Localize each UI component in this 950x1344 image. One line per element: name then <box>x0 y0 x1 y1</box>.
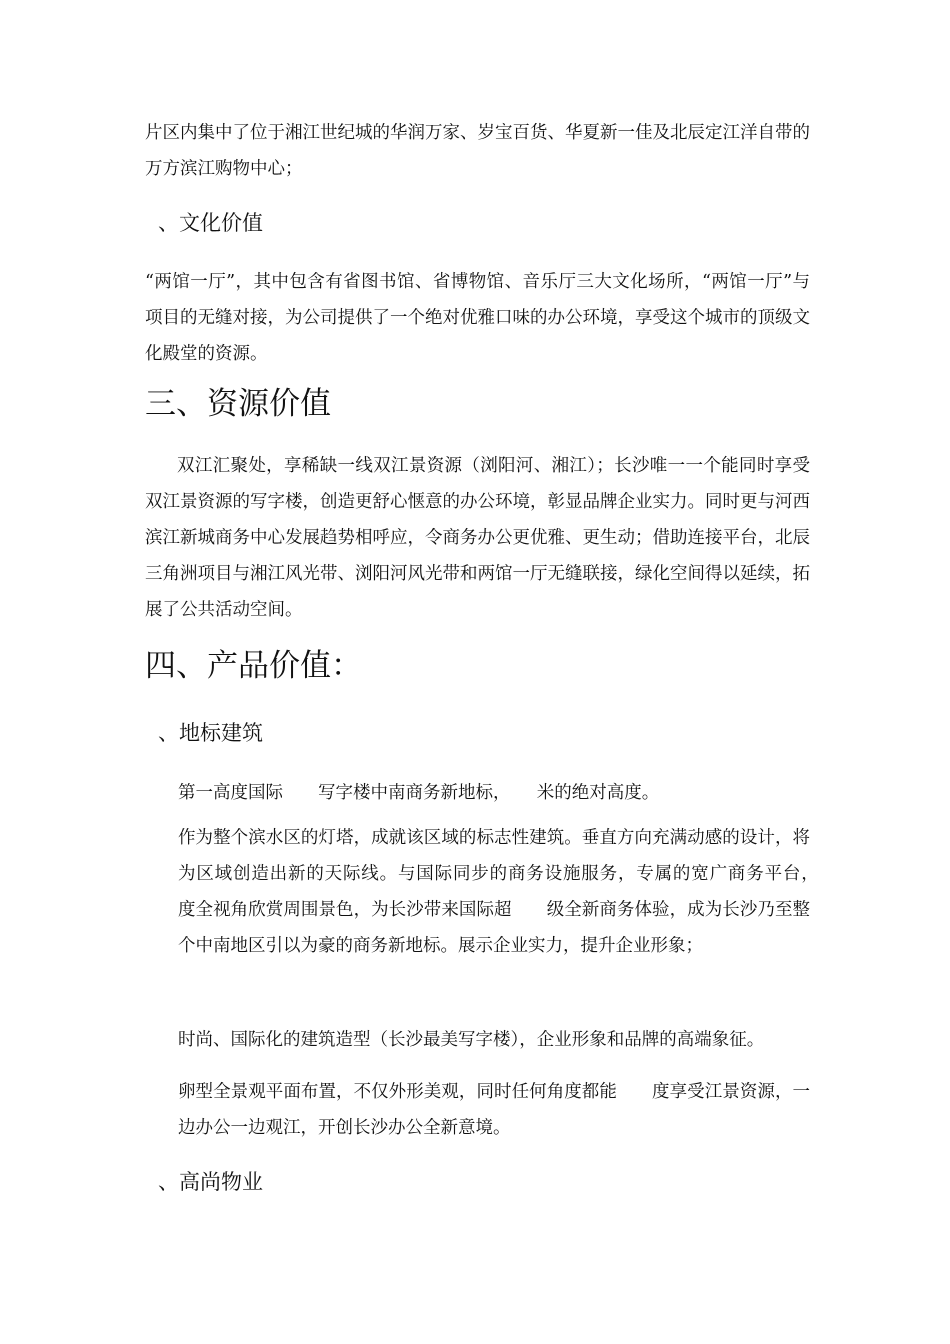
subheading-culture-value: 、文化价值 <box>158 211 263 235</box>
paragraph-resource: 双江汇聚处，享稀缺一线双江景资源（浏阳河、湘江）；长沙唯一一个能同时享受双江景资源的写字楼，创造更舒心惬意的办公环境，彰显品牌企业实力。同时更与河西滨江新城商务中心发展趋势相呼应，令商务办公更优雅、更生动；借助连接平台，北辰三角洲项目与湘江风光带、浏阳河风光带和两馆一厅无缝联接，绿化空间得以延续，拓展了公共活动空间。 <box>145 456 810 620</box>
heading-resource-value: 三、资源价值 <box>145 386 331 422</box>
paragraph-landmark-architecture: 时尚、国际化的建筑造型（长沙最美写字楼），企业形象和品牌的高端象征。 <box>178 1030 765 1050</box>
subheading-property: 、高尚物业 <box>158 1170 263 1194</box>
subheading-landmark: 、地标建筑 <box>158 721 263 745</box>
paragraph-culture: “两馆一厅”，其中包含有省图书馆、省博物馆、音乐厅三大文化场所，“两馆一厅”与项目的无缝对接，为公司提供了一个绝对优雅口味的办公环境，享受这个城市的顶级文化殿堂的资源。 <box>145 272 810 364</box>
paragraph-landmark-height: 第一高度国际 写字楼中南商务新地标， 米的绝对高度。 <box>178 783 660 803</box>
heading-product-value: 四、产品价值： <box>145 648 362 684</box>
paragraph-landmark-lighthouse: 作为整个滨水区的灯塔，成就该区域的标志性建筑。垂直方向充满动感的设计，将为区域创造出新的天际线。与国际同步的商务设施服务，专属的宽广商务平台， 度全视角欣赏周围景色，为长沙带来国际超 级全新商务体验，成为长沙乃至整个中南地区引以为豪的商务新地标。展示企业实力，提升企业形象； <box>178 828 845 956</box>
paragraph-landmark-layout: 卵型全景观平面布置，不仅外形美观，同时任何角度都能 度享受江景资源，一边办公一边观江，开创长沙办公全新意境。 <box>178 1082 810 1138</box>
paragraph-shopping: 片区内集中了位于湘江世纪城的华润万家、岁宝百货、华夏新一佳及北辰定江洋自带的 万方滨江购物中心； <box>145 123 845 179</box>
